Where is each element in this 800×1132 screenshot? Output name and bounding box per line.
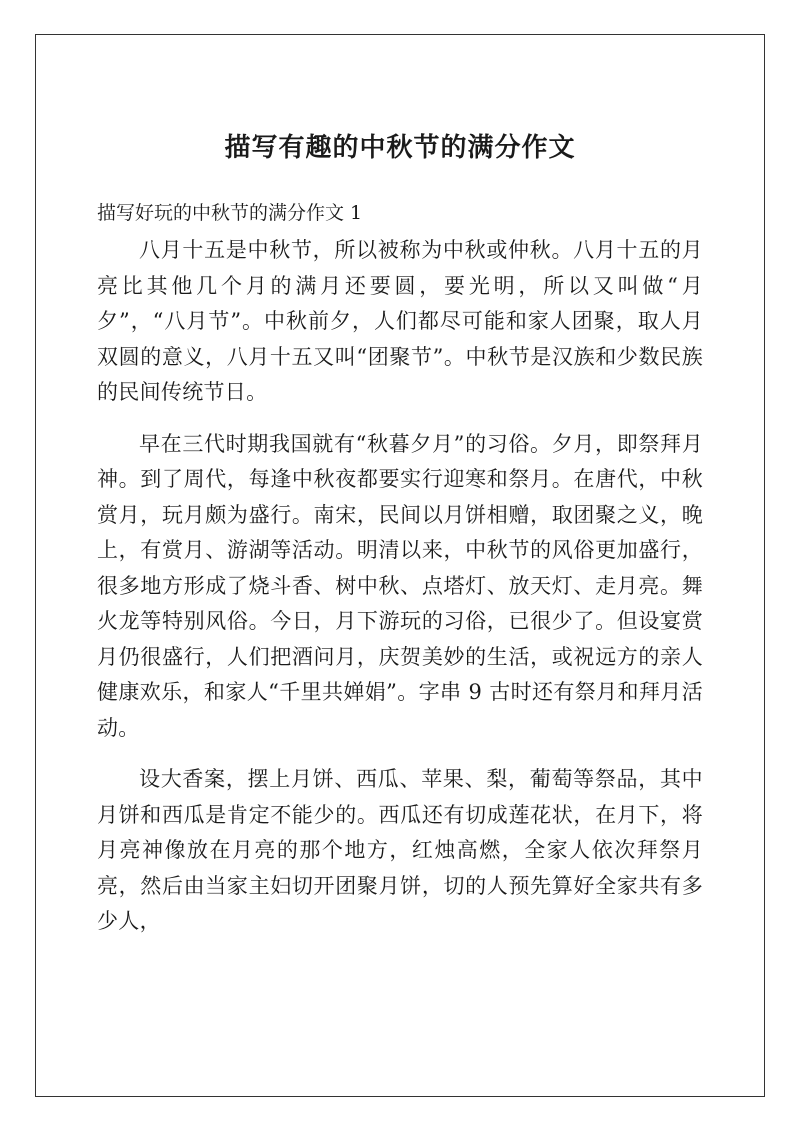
document-body: [97, 128, 703, 940]
paragraph-2: 早在三代时期我国就有“秋暮夕月”的习俗。夕月，即祭拜月神。到了周代，每逢中秋夜都要实行迎寒和祭月。在唐代，中秋赏月，玩月颇为盛行。南宋，民间以月饼相赠，取团聚之义，晚上，有赏月、游湖等活动。明清以来，中秋节的风俗更加盛行，很多地方形成了烧斗香、树中秋、点塔灯、放天灯、走月亮。舞火龙等特别风俗。今日，月下游玩的习俗，已很少了。但设宴赏月仍很盛行，人们把酒问月，庆贺美妙的生活，或祝远方的亲人健康欢乐，和家人“千里共婵娟”。字串 9 古时还有祭月和拜月活动。: [97, 431, 703, 740]
paragraph-3: 设大香案，摆上月饼、西瓜、苹果、梨，葡萄等祭品，其中月饼和西瓜是肯定不能少的。西瓜还有切成莲花状，在月下，将月亮神像放在月亮的那个地方，红烛高燃，全家人依次拜祭月亮，然后由当家主妇切开团聚月饼，切的人预先算好全家共有多少人，: [97, 767, 703, 933]
paragraph-1: 八月十五是中秋节，所以被称为中秋或仲秋。八月十五的月亮比其他几个月的满月还要圆，要光明，所以又叫做“月夕”，“八月节”。中秋前夕，人们都尽可能和家人团聚，取人月双圆的意义，八月十五又叫“团聚节”。中秋节是汉族和少数民族的民间传统节日。: [97, 238, 703, 404]
document-title: 描写有趣的中秋节的满分作文: [224, 133, 576, 163]
section-heading: 描写好玩的中秋节的满分作文 1: [97, 202, 363, 224]
